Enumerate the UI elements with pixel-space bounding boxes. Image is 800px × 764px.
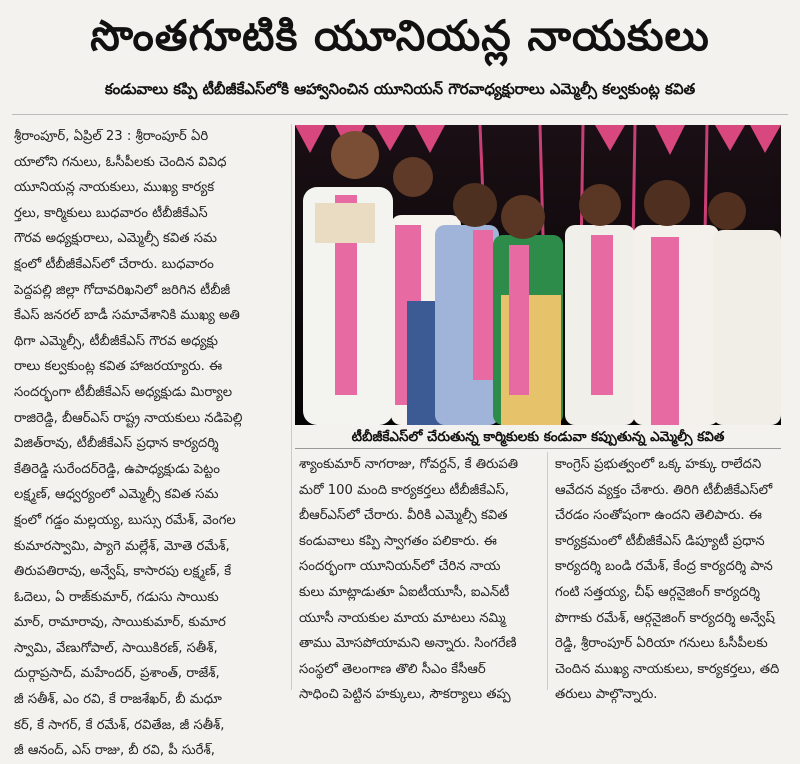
article-line: రాజిరెడ్డి, బీఆర్ఎస్ రాష్ట్ర నాయకులు నడిపెల్లి: [14, 410, 243, 426]
article-line: దుర్గాప్రసాద్, మహేందర్, ప్రశాంత్, రాజేశ్,: [14, 666, 220, 682]
article-line: తాము మోసపోయామని అన్నారు. సింగరేణి: [299, 636, 517, 652]
article-line: జీ ఆనంద్, ఎస్ రాజు, బీ రవి, పీ సురేశ్,: [14, 743, 215, 759]
article-column-left: [14, 124, 286, 764]
article-line: యాలోని గనులు, ఓసీపీలకు చెందిన వివిధ: [14, 154, 227, 170]
article-line: రాలు కల్వకుంట్ల కవిత హాజరయ్యారు. ఈ: [14, 359, 223, 375]
headline: సొంతగూటికి యూనియన్ల నాయకులు: [90, 11, 710, 60]
article-line: చెందిన ముఖ్య నాయకులు, కార్యకర్తలు, తది: [555, 661, 780, 677]
article-line: సందర్భంగా టీబీజీకేఎస్ అధ్యక్షుడు మిర్యాల: [14, 384, 233, 400]
article-line: క్షంలో గడ్డం మల్లయ్య, బుస్సు రమేశ్, వెంగల: [14, 512, 236, 528]
column-divider: [547, 452, 548, 690]
article-line: థిగా ఎమ్మెల్సీ, టీబీజీకేఎస్ గౌరవ అధ్యక్షు: [14, 333, 218, 349]
article-line: కర్, కే సాగర్, కే రమేశ్, రవితేజ, జీ సతీశ్,: [14, 717, 225, 733]
article-line: సాధించి పెట్టిన హక్కులు, సౌకర్యాలు తప్ప: [299, 687, 511, 703]
article-line: గంటి సత్తయ్య, చీఫ్ ఆర్గనైజింగ్ కార్యదర్శి: [555, 584, 760, 600]
article-line: పొగాకు రమేశ్, ఆర్గనైజింగ్ కార్యదర్శి అన్వేష్: [555, 610, 775, 626]
article-line: రెడ్డి, శ్రీరాంపూర్ ఏరియా గనులు ఓసీపీలకు: [555, 636, 768, 652]
subheadline: కండువాలు కప్పి టీబీజీకేఎస్‌లోకి ఆహ్వానించిన యూనియన్ గౌరవాధ్యక్షురాలు ఎమ్మెల్సీ కల్వకుంట్ల కవిత: [104, 80, 696, 98]
article-line: లక్ష్మణ్, ఆధ్వర్యంలో ఎమ్మెల్సీ కవిత సమ: [14, 487, 219, 503]
article-line: బీఆర్ఎస్‌లో చేరారు. వీరికి ఎమ్మెల్సీ కవిత: [299, 508, 508, 524]
article-line: శ్యాంకుమార్ నాగరాజు, గోవర్దన్, కే తిరుపతి: [299, 457, 519, 472]
article-line: ఓదెలు, ఏ రాజ్‌కుమార్, గడుసు సాయికు: [14, 589, 219, 605]
article-column-middle: [299, 452, 539, 708]
article-line: కేతిరెడ్డి సురేందర్‌రెడ్డి, ఉపాధ్యక్షుడు పెట్టం: [14, 461, 220, 477]
column-divider: [291, 124, 292, 690]
header-rule: [12, 114, 788, 115]
article-line: యూసీ నాయకుల మాయ మాటలు నమ్మి: [299, 610, 506, 626]
article-line: యూనియన్ల నాయకులు, ముఖ్య కార్యక: [14, 180, 215, 196]
article-line: కేఎస్ జనరల్ బాడీ సమావేశానికి ముఖ్య అతి: [14, 308, 240, 324]
article-line: సందర్భంగా యూనియన్‌లో చేరిన నాయ: [299, 559, 501, 575]
article-line: తరులు పాల్గొన్నారు.: [555, 687, 658, 703]
article-column-right: [555, 452, 785, 708]
article-line: స్వామి, వేణుగోపాల్, సాయికిరణ్, సతీశ్,: [14, 640, 218, 656]
article-line: మార్, రామారావు, సాయికుమార్, కుమార: [14, 615, 226, 631]
article-line: ర్తలు, కార్మికులు బుధవారం టీబీజీకేఎస్: [14, 205, 208, 221]
article-line: కాంగ్రెస్ ప్రభుత్వంలో ఒక్క హక్కు రాలేదని: [555, 457, 762, 472]
article-line: సంస్థలో తెలంగాణ తొలి సీఎం కేసీఆర్: [299, 661, 486, 677]
article-line: తిరుపతిరావు, అన్వేష్, కాసారపు లక్ష్మణ్, కే: [14, 564, 232, 580]
article-line: కార్యక్రమంలో టీబీజీకేఎస్ డిప్యూటీ ప్రధాన: [555, 533, 765, 549]
article-line: విజిత్‌రావు, టీబీజీకేఎస్ ప్రధాన కార్యదర్శి: [14, 436, 219, 452]
article-line: క్షంలో టీబీజీకేఎస్‌లో చేరారు. బుధవారం: [14, 256, 214, 272]
event-photo: [295, 125, 781, 425]
article-line: మరో 100 మంది కార్యకర్తలు టీబీజీకేఎస్,: [299, 482, 510, 498]
article-line: కులు మాట్లాడుతూ ఏఐటీయూసీ, ఐఎన్‌టీ: [299, 584, 510, 600]
article-line: కండువాలు కప్పి స్వాగతం పలికారు. ఈ: [299, 533, 497, 549]
article-line: ఆవేదన వ్యక్తం చేశారు. తిరిగి టీబీజీకేఎస్‌లో: [555, 482, 773, 498]
article-line: గౌరవ అధ్యక్షురాలు, ఎమ్మెల్సీ కవిత సమ: [14, 231, 217, 247]
article-line: కుమారస్వామి, ప్యాగె మల్లేశ్, మోతె రమేశ్,: [14, 538, 230, 554]
article-line: జీ సతీశ్, ఎం రవి, కే రాజశేఖర్, బీ మధూ: [14, 692, 222, 708]
article-line: కార్యదర్శి బండి రమేశ్, కేంద్ర కార్యదర్శి పాన: [555, 559, 773, 575]
photo-caption: టీబీజీకేఎస్‌లో చేరుతున్న కార్మికులకు కండువా కప్పుతున్న ఎమ్మెల్సీ కవిత: [295, 426, 781, 449]
article-line: చేరడం సంతోషంగా ఉందని తెలిపారు. ఈ: [555, 508, 762, 524]
article-line: పెద్దపల్లి జిల్లా గోదావరిఖనిలో జరిగిన టీబీజీ: [14, 282, 231, 298]
article-line: శ్రీరాంపూర్, ఏప్రిల్ 23 : శ్రీరాంపూర్ ఏరి: [14, 129, 209, 144]
